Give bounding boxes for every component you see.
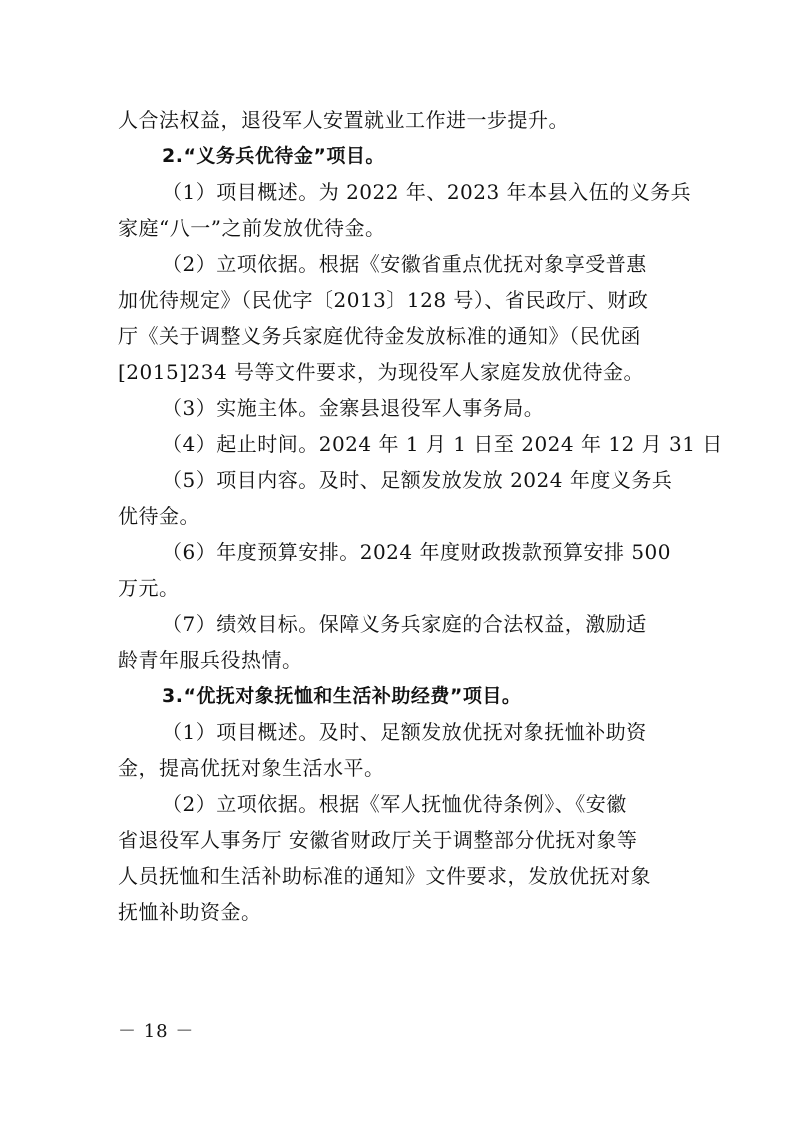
text-line: 厅《关于调整义务兵家庭优待金发放标准的通知》（民优函 <box>118 324 641 348</box>
text-line: 抚恤补助资金。 <box>118 900 262 924</box>
text-line: （5）项目内容。及时、足额发放发放 2024 年度义务兵 <box>162 468 673 492</box>
text-line: （1）项目概述。及时、足额发放优抚对象抚恤补助资 <box>162 720 647 744</box>
text-line: （6）年度预算安排。2024 年度财政拨款预算安排 500 <box>162 540 672 564</box>
text-line: 龄青年服兵役热情。 <box>118 648 303 672</box>
page-number: － 18 － <box>118 1021 195 1042</box>
text-line: 万元。 <box>118 576 180 600</box>
section-heading: 3.“优抚对象抚恤和生活补助经费”项目。 <box>162 685 522 707</box>
text-line: 家庭“八一”之前发放优待金。 <box>118 216 386 240</box>
document-body <box>118 102 723 930</box>
text-line: 金，提高优抚对象生活水平。 <box>118 756 385 780</box>
text-line: [2015]234 号等文件要求，为现役军人家庭发放优待金。 <box>118 360 645 384</box>
text-line: （2）立项依据。根据《安徽省重点优抚对象享受普惠 <box>162 252 647 276</box>
text-line: （7）绩效目标。保障义务兵家庭的合法权益，激励适 <box>162 612 647 636</box>
text-line: （4）起止时间。2024 年 1 月 1 日至 2024 年 12 月 31 日 <box>162 432 723 456</box>
text-line: 优待金。 <box>118 504 200 528</box>
text-line: 省退役军人事务厅 安徽省财政厅关于调整部分优抚对象等 <box>118 828 638 852</box>
text-line: （1）项目概述。为 2022 年、2023 年本县入伍的义务兵 <box>162 180 692 204</box>
text-line: 人员抚恤和生活补助标准的通知》文件要求，发放优抚对象 <box>118 864 651 888</box>
section-heading: 2.“义务兵优待金”项目。 <box>162 145 385 167</box>
text-line: 加优待规定》（民优字〔2013〕128 号）、省民政厅、财政 <box>118 288 649 312</box>
text-line: （3）实施主体。金寨县退役军人事务局。 <box>162 396 545 420</box>
text-line: （2）立项依据。根据《军人抚恤优待条例》、《安徽 <box>162 792 627 816</box>
text-line: 人合法权益，退役军人安置就业工作进一步提升。 <box>118 108 569 132</box>
